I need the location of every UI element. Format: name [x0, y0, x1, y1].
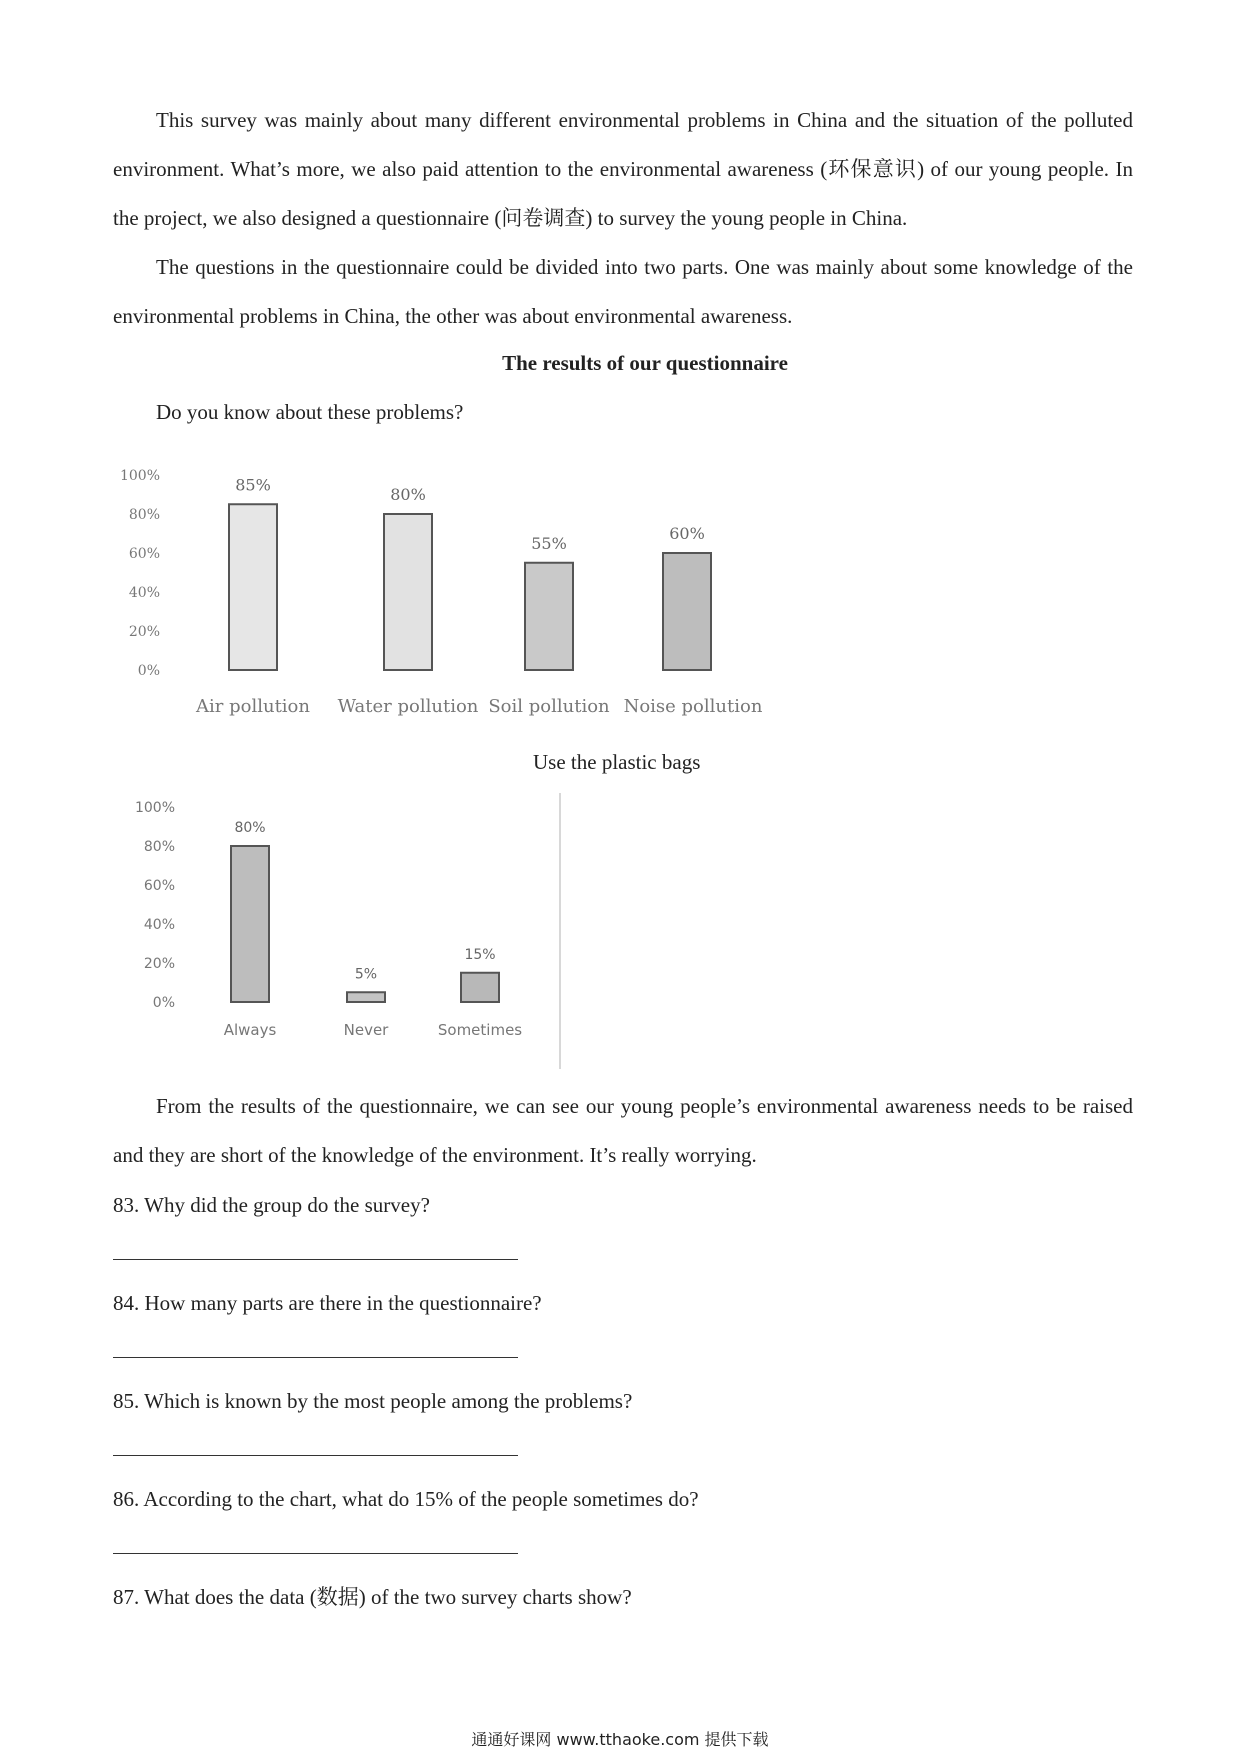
- answer-line-85[interactable]: [113, 1455, 518, 1456]
- question-86: 86. According to the chart, what do 15% of the people sometimes do?: [113, 1487, 699, 1511]
- x-category-label: Water pollution: [337, 696, 479, 717]
- x-category-label: Sometimes: [437, 1021, 523, 1039]
- x-category-label: Always: [223, 1021, 277, 1039]
- x-category-label: Air pollution: [196, 696, 310, 717]
- chart-bar: [384, 514, 432, 670]
- answer-line-86[interactable]: [113, 1553, 518, 1554]
- question-87: 87. What does the data (数据) of the two survey charts show?: [113, 1585, 632, 1609]
- y-tick-label: 80%: [128, 507, 160, 523]
- chart-bar: [229, 504, 277, 670]
- question-85: 85. Which is known by the most people among the problems?: [113, 1389, 633, 1413]
- questionnaire-paragraph: The questions in the questionnaire could be divided into two parts. One was mainly about some knowledge of the environmental problems in China, the other was about environmental awareness.: [113, 255, 1133, 328]
- chart-bar: [525, 563, 573, 670]
- bar-data-label: 80%: [390, 485, 426, 504]
- y-tick-label: 40%: [128, 585, 160, 601]
- y-tick-label: 60%: [143, 878, 175, 894]
- y-tick-label: 20%: [128, 624, 160, 640]
- chart2-svg: [130, 795, 570, 1075]
- bar-data-label: 55%: [531, 533, 567, 553]
- chart-plastic-bags: [130, 795, 570, 1079]
- chart2-caption: Use the plastic bags: [533, 750, 701, 774]
- y-tick-label: 60%: [128, 546, 160, 562]
- chart-bar: [663, 553, 711, 670]
- bar-data-label: 5%: [354, 966, 378, 983]
- page-footer: 通通好课网 www.tthaoke.com 提供下载: [471, 1730, 769, 1749]
- x-category-label: Noise pollution: [623, 696, 763, 717]
- y-tick-label: 40%: [143, 917, 175, 933]
- y-tick-label: 0%: [137, 663, 160, 679]
- bar-data-label: 85%: [235, 475, 271, 495]
- y-tick-label: 20%: [143, 956, 175, 972]
- y-tick-label: 0%: [152, 995, 175, 1011]
- bar-data-label: 15%: [464, 946, 496, 963]
- chart-bar: [347, 992, 385, 1002]
- bar-data-label: 60%: [669, 524, 705, 543]
- y-tick-label: 100%: [134, 800, 175, 816]
- intro-paragraph: This survey was mainly about many different environmental problems in China and the situation of the polluted environment. What’s more, we also paid attention to the environmental awareness (环保意识) of our young people. In the project, we also designed a questionnaire (问卷调查) to survey the young people in China.: [113, 108, 1133, 230]
- question-84: 84. How many parts are there in the questionnaire?: [113, 1291, 542, 1315]
- chart1-svg: [110, 455, 770, 730]
- chart-bar: [231, 846, 269, 1002]
- x-category-label: Soil pollution: [488, 696, 610, 717]
- question-83: 83. Why did the group do the survey?: [113, 1193, 430, 1217]
- answer-line-83[interactable]: [113, 1259, 518, 1260]
- y-tick-label: 80%: [143, 839, 175, 855]
- answer-line-84[interactable]: [113, 1357, 518, 1358]
- chart-bar: [461, 973, 499, 1002]
- chart1-caption: Do you know about these problems?: [156, 400, 464, 424]
- x-category-label: Never: [343, 1021, 389, 1039]
- conclusion-paragraph: From the results of the questionnaire, we can see our young people’s environmental awareness needs to be raised and they are short of the knowledge of the environment. It’s really worrying.: [113, 1094, 1133, 1167]
- chart2-frame-edge: [559, 793, 561, 1069]
- chart-problems-awareness: [110, 455, 770, 734]
- y-tick-label: 100%: [119, 468, 160, 484]
- bar-data-label: 80%: [234, 820, 266, 836]
- section-title: The results of our questionnaire: [502, 351, 788, 375]
